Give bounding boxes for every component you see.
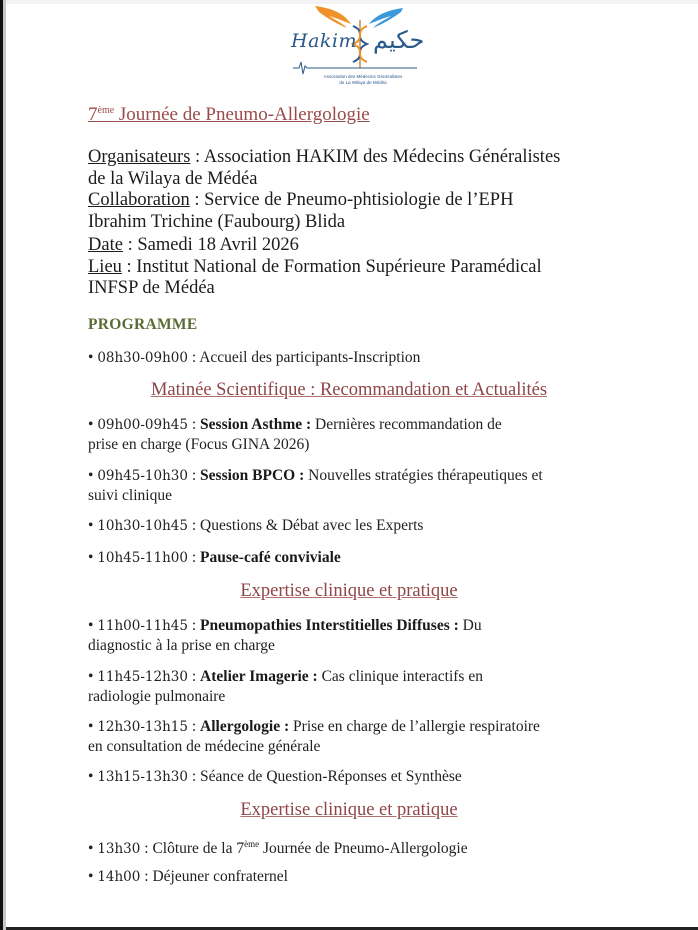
- item-separator: :: [187, 549, 201, 566]
- bullet: •: [88, 868, 94, 885]
- logo-association-text: [303, 74, 423, 86]
- item-separator: :: [140, 868, 153, 885]
- collaboration-row-2: Ibrahim Trichine (Faubourg) Blida: [88, 211, 346, 232]
- item-bold: Pause-café conviviale: [200, 549, 341, 566]
- item-time: 11h00-11h45: [97, 618, 188, 634]
- programme-item: [88, 867, 628, 887]
- bullet: •: [88, 517, 94, 534]
- programme-item: [88, 667, 628, 706]
- programme-heading: PROGRAMME: [88, 316, 198, 333]
- item-bold: Pneumopathies Interstitielles Diffuses :: [200, 617, 459, 634]
- left-border-shadow: [3, 0, 6, 930]
- programme-item: [88, 516, 628, 536]
- item-bold: Atelier Imagerie :: [200, 668, 318, 685]
- item-text: Déjeuner confraternel: [152, 868, 288, 885]
- item-text-line2: suivi clinique: [88, 487, 172, 504]
- item-bold: Session Asthme :: [200, 416, 312, 433]
- item-time: 10h30-10h45: [97, 518, 188, 534]
- logo-name-arabic: حكيم: [373, 26, 425, 54]
- item-text: Accueil des participants-Inscription: [199, 349, 421, 366]
- collaboration-value: : Service de Pneumo-phtisiologie de l’EPH: [189, 190, 514, 210]
- title-ordinal-suffix: ème: [97, 105, 115, 116]
- logo-association-line1: Association des Médecins Généralistes: [323, 74, 403, 79]
- organisateurs-label: Organisateurs: [88, 147, 191, 167]
- item-bold: Allergologie :: [200, 718, 290, 735]
- programme-item: [88, 767, 628, 787]
- item-time: 09h45-10h30: [97, 468, 188, 484]
- bullet: •: [88, 349, 94, 366]
- organisateurs-value: : Association HAKIM des Médecins Généralistes: [190, 147, 561, 167]
- item-separator: :: [187, 467, 201, 484]
- item-time: 08h30-09h00: [97, 350, 188, 366]
- item-separator: :: [187, 416, 201, 433]
- item-text-after: Journée de Pneumo-Allergologie: [259, 840, 468, 857]
- hakim-logo: [285, 2, 425, 90]
- bullet: •: [88, 840, 94, 857]
- bullet: •: [88, 617, 94, 634]
- item-time: 10h45-11h00: [97, 550, 188, 566]
- section-heading-expertise-1: Expertise clinique et pratique: [240, 581, 458, 601]
- bullet: •: [88, 668, 94, 685]
- logo-association-line2: de La Wilaya de Médéa: [339, 80, 387, 85]
- event-title: [88, 104, 370, 126]
- title-ordinal-number: 7: [88, 104, 98, 125]
- collaboration-label: Collaboration: [88, 190, 190, 210]
- item-separator: :: [187, 718, 201, 735]
- item-text: Cas clinique interactifs en: [317, 668, 483, 685]
- programme-item: [88, 616, 628, 655]
- bullet: •: [88, 768, 94, 785]
- item-text: Questions & Débat avec les Experts: [200, 517, 424, 534]
- programme-item: [88, 835, 628, 859]
- item-time: 09h00-09h45: [97, 417, 188, 433]
- organisateurs-row-2: de la Wilaya de Médéa: [88, 168, 258, 189]
- item-text: Du: [458, 617, 482, 634]
- item-time: 11h45-12h30: [97, 669, 188, 685]
- item-separator: :: [140, 840, 153, 857]
- item-text: Nouvelles stratégies thérapeutiques et: [304, 467, 543, 484]
- item-text-line2: radiologie pulmonaire: [88, 688, 226, 705]
- item-separator: :: [187, 349, 200, 366]
- section-heading-expertise-2: Expertise clinique et pratique: [240, 800, 458, 820]
- lieu-row-2: INFSP de Médéa: [88, 278, 215, 298]
- logo-name-latin: Hakim: [291, 30, 358, 52]
- programme-item: [88, 415, 628, 454]
- lieu-value: : Institut National de Formation Supérieure Paramédical: [121, 256, 542, 277]
- item-text: Dernières recommandation de: [311, 416, 502, 433]
- item-sup: ème: [244, 839, 260, 849]
- programme-item: [88, 348, 628, 368]
- item-time: 13h30: [97, 841, 141, 857]
- bullet: •: [88, 416, 94, 433]
- item-separator: :: [187, 617, 201, 634]
- organisateurs-row: [88, 147, 648, 169]
- programme-item: [88, 717, 628, 756]
- item-sup-number: 7: [236, 840, 245, 857]
- lieu-row: [88, 257, 648, 279]
- bullet: •: [88, 467, 94, 484]
- date-label: Date: [88, 235, 123, 255]
- lieu-label: Lieu: [88, 256, 122, 277]
- date-row: [88, 235, 648, 257]
- item-separator: :: [187, 768, 201, 785]
- item-text: Clôture de la: [152, 840, 237, 857]
- item-text-line2: en consultation de médecine générale: [88, 738, 321, 755]
- item-separator: :: [187, 517, 201, 534]
- item-text: Séance de Question-Réponses et Synthèse: [200, 768, 462, 785]
- item-time: 12h30-13h15: [97, 719, 188, 735]
- date-value: : Samedi 18 Avril 2026: [122, 235, 299, 255]
- bullet: •: [88, 549, 94, 566]
- section-heading-matinee: Matinée Scientifique : Recommandation et Actualités: [150, 380, 548, 400]
- item-separator: :: [187, 668, 201, 685]
- item-text-line2: diagnostic à la prise en charge: [88, 637, 275, 654]
- item-time: 13h15-13h30: [97, 769, 188, 785]
- title-text: Journée de Pneumo-Allergologie: [118, 104, 370, 125]
- programme-item: [88, 548, 628, 568]
- item-time: 14h00: [97, 869, 141, 885]
- bullet: •: [88, 718, 94, 735]
- item-text-line2: prise en charge (Focus GINA 2026): [88, 436, 310, 453]
- collaboration-row: [88, 190, 648, 212]
- programme-item: [88, 466, 628, 505]
- item-text: Prise en charge de l’allergie respiratoire: [289, 718, 540, 735]
- event-info: [88, 147, 648, 300]
- item-bold: Session BPCO :: [200, 467, 305, 484]
